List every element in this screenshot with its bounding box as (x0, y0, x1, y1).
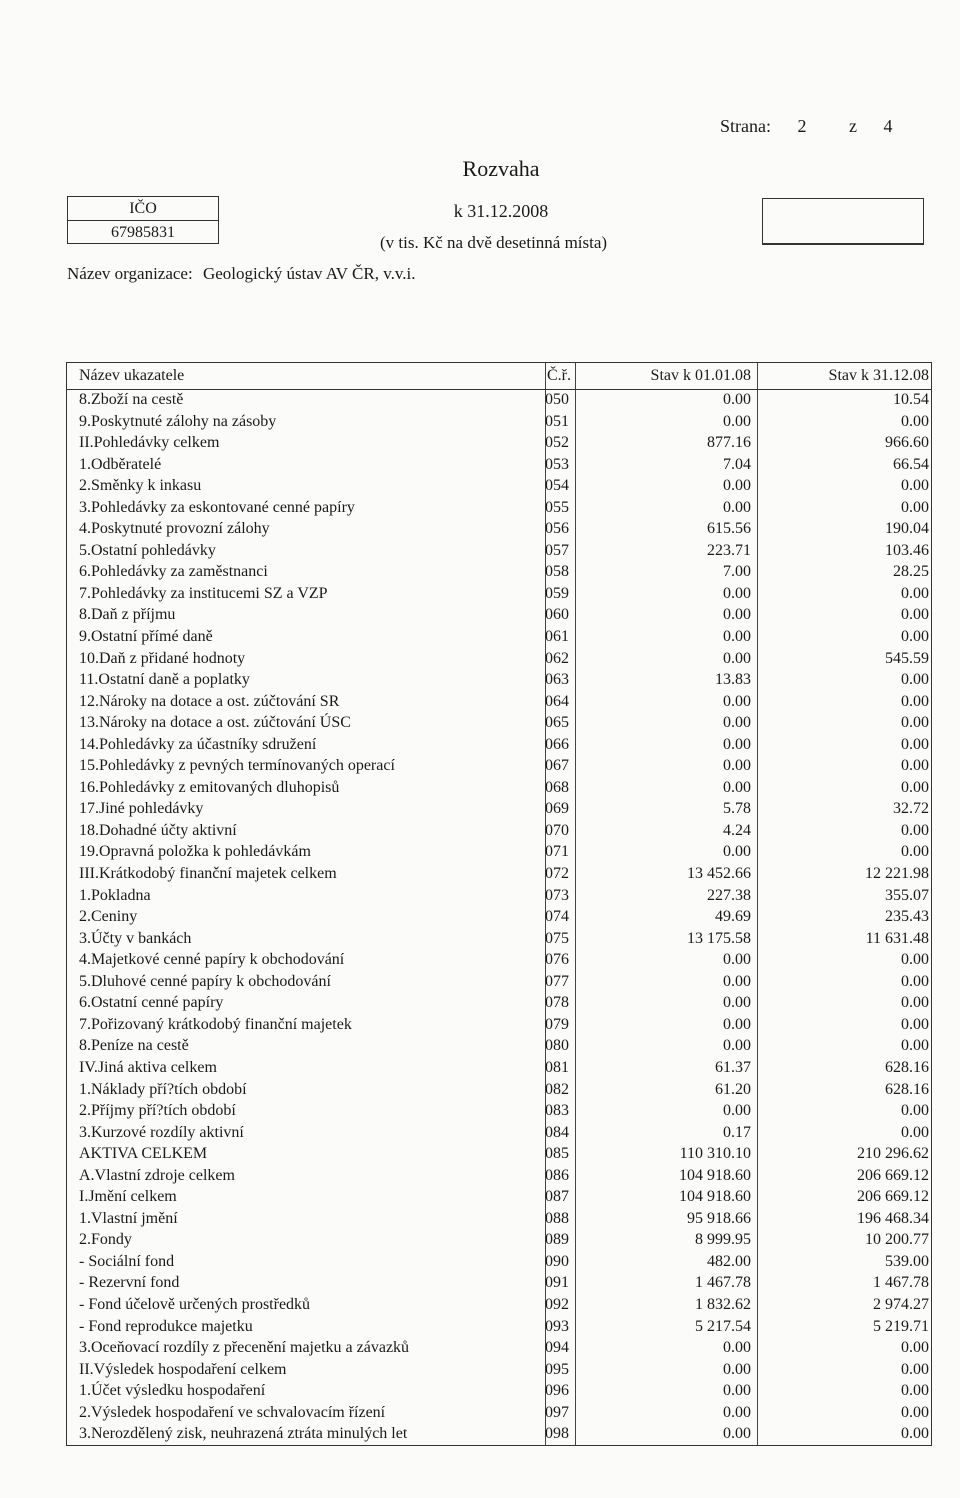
table-row (67, 1359, 931, 1381)
row-code: 083 (545, 1102, 569, 1120)
table-row (67, 454, 931, 476)
table-row (67, 1402, 931, 1424)
row-code: 056 (545, 520, 569, 538)
row-name: 2.Výsledek hospodaření ve schvalovacím řízení (79, 1403, 386, 1421)
page-label: Strana: (720, 116, 771, 136)
row-value-start: 0.00 (723, 606, 751, 624)
row-name: II.Pohledávky celkem (79, 434, 220, 452)
row-code: 091 (545, 1274, 569, 1292)
row-value-end: 0.00 (901, 1339, 929, 1357)
row-value-end: 210 296.62 (857, 1145, 929, 1163)
row-value-end: 5 219.71 (873, 1317, 929, 1335)
row-code: 072 (545, 865, 569, 883)
row-value-start: 0.00 (723, 628, 751, 646)
ico-value: 67985831 (111, 224, 175, 241)
row-value-end: 0.00 (901, 1102, 929, 1120)
row-value-end: 11 631.48 (865, 929, 929, 947)
row-name: 3.Účty v bankách (79, 929, 192, 947)
row-code: 068 (545, 778, 569, 796)
table-row (67, 777, 931, 799)
row-code: 097 (545, 1403, 569, 1421)
row-value-end: 103.46 (885, 541, 929, 559)
row-name: 10.Daň z přidané hodnoty (79, 649, 246, 667)
table-row (67, 540, 931, 562)
table-row (67, 885, 931, 907)
row-code: 078 (545, 994, 569, 1012)
row-code: 066 (545, 735, 569, 753)
row-value-end: 0.00 (901, 843, 929, 861)
row-value-start: 1 832.62 (695, 1295, 751, 1313)
org-name: Geologický ústav AV ČR, v.v.i. (202, 264, 416, 283)
row-value-start: 0.17 (723, 1123, 751, 1141)
row-name: 11.Ostatní daně a poplatky (79, 671, 250, 689)
row-value-start: 104 918.60 (679, 1188, 751, 1206)
row-value-end: 966.60 (885, 434, 929, 452)
row-name: 9.Ostatní přímé daně (79, 628, 213, 646)
row-value-end: 196 468.34 (857, 1209, 929, 1227)
row-code: 079 (545, 1015, 569, 1033)
row-value-end: 0.00 (901, 606, 929, 624)
row-name: 2.Fondy (79, 1231, 132, 1249)
ico-box (67, 196, 219, 244)
table-row (67, 497, 931, 519)
row-name: 14.Pohledávky za účastníky sdružení (79, 735, 317, 753)
row-name: II.Výsledek hospodaření celkem (79, 1360, 287, 1378)
row-value-end: 0.00 (901, 972, 929, 990)
row-value-end: 0.00 (901, 1382, 929, 1400)
table-row (67, 648, 931, 670)
row-value-end: 0.00 (901, 994, 929, 1012)
row-value-start: 104 918.60 (679, 1166, 751, 1184)
row-name: I.Jmění celkem (79, 1188, 177, 1206)
table-row (67, 755, 931, 777)
row-value-start: 4.24 (723, 821, 751, 839)
row-value-start: 0.00 (723, 735, 751, 753)
row-code: 055 (545, 498, 569, 516)
row-value-start: 227.38 (707, 886, 751, 904)
row-name: 1.Účet výsledku hospodaření (79, 1382, 266, 1400)
table-row (67, 626, 931, 648)
row-code: 062 (545, 649, 569, 667)
row-value-end: 0.00 (901, 498, 929, 516)
row-code: 064 (545, 692, 569, 710)
row-value-start: 0.00 (723, 584, 751, 602)
row-value-start: 0.00 (723, 778, 751, 796)
row-value-start: 0.00 (723, 1339, 751, 1357)
table-row (67, 691, 931, 713)
row-code: 080 (545, 1037, 569, 1055)
table-row (67, 841, 931, 863)
row-value-end: 28.25 (893, 563, 929, 581)
row-code: 074 (545, 908, 569, 926)
row-code: 087 (545, 1188, 569, 1206)
row-value-start: 615.56 (707, 520, 751, 538)
row-code: 092 (545, 1295, 569, 1313)
row-value-start: 0.00 (723, 757, 751, 775)
table-row (67, 1337, 931, 1359)
row-value-end: 0.00 (901, 1037, 929, 1055)
row-value-start: 0.00 (723, 1425, 751, 1443)
row-name: 15.Pohledávky z pevných termínovaných operací (79, 757, 395, 775)
table-row (67, 949, 931, 971)
row-value-end: 355.07 (885, 886, 929, 904)
row-value-end: 206 669.12 (857, 1188, 929, 1206)
row-name: A.Vlastní zdroje celkem (79, 1166, 235, 1184)
table-row (67, 1165, 931, 1187)
row-name: 17.Jiné pohledávky (79, 800, 204, 818)
row-code: 095 (545, 1360, 569, 1378)
row-code: 053 (545, 455, 569, 473)
row-value-end: 0.00 (901, 584, 929, 602)
row-code: 071 (545, 843, 569, 861)
page-number (720, 116, 893, 137)
row-name: 12.Nároky na dotace a ost. zúčtování SR (79, 692, 340, 710)
row-value-end: 32.72 (893, 800, 929, 818)
row-value-start: 0.00 (723, 972, 751, 990)
row-name: 1.Náklady pří?tích období (79, 1080, 247, 1098)
row-value-start: 0.00 (723, 412, 751, 430)
table-row (67, 1272, 931, 1294)
row-value-start: 0.00 (723, 1403, 751, 1421)
row-name: AKTIVA CELKEM (79, 1145, 208, 1163)
row-name: 1.Odběratelé (79, 455, 162, 473)
row-name: 8.Peníze na cestě (79, 1037, 189, 1055)
row-value-end: 0.00 (901, 1123, 929, 1141)
units-note: (v tis. Kč na dvě desetinná místa) (380, 233, 608, 252)
table-row (67, 669, 931, 691)
row-value-start: 482.00 (707, 1252, 751, 1270)
row-value-start: 110 310.10 (679, 1145, 751, 1163)
row-code: 094 (545, 1339, 569, 1357)
row-name: 6.Pohledávky za zaměstnanci (79, 563, 268, 581)
row-value-end: 628.16 (885, 1080, 929, 1098)
row-value-end: 545.59 (885, 649, 929, 667)
row-code: 084 (545, 1123, 569, 1141)
table-row (67, 1423, 931, 1445)
row-code: 082 (545, 1080, 569, 1098)
row-value-start: 877.16 (707, 434, 751, 452)
table-row (67, 1143, 931, 1165)
org-label: Název organizace: (67, 264, 193, 283)
ico-label: IČO (68, 197, 218, 221)
header-name: Název ukazatele (79, 367, 185, 384)
row-name: 4.Majetkové cenné papíry k obchodování (79, 951, 345, 969)
row-code: 059 (545, 584, 569, 602)
table-row (67, 475, 931, 497)
table-row (67, 1186, 931, 1208)
row-name: 7.Pořizovaný krátkodobý finanční majetek (79, 1015, 352, 1033)
table-row (67, 712, 931, 734)
table-row (67, 432, 931, 454)
row-name: 1.Pokladna (79, 886, 151, 904)
row-value-start: 95 918.66 (687, 1209, 751, 1227)
table-row (67, 1100, 931, 1122)
row-value-end: 0.00 (901, 477, 929, 495)
row-value-end: 0.00 (901, 412, 929, 430)
table-row (67, 1380, 931, 1402)
row-value-start: 7.04 (723, 455, 751, 473)
table-row (67, 1294, 931, 1316)
row-name: 5.Dluhové cenné papíry k obchodování (79, 972, 331, 990)
row-name: III.Krátkodobý finanční majetek celkem (79, 865, 337, 883)
row-value-start: 61.37 (715, 1058, 751, 1076)
organization-line (67, 264, 421, 284)
table-row (67, 1122, 931, 1144)
table-row (67, 1208, 931, 1230)
table-row (67, 992, 931, 1014)
row-value-start: 7.00 (723, 563, 751, 581)
balance-table (66, 362, 932, 1446)
row-value-start: 0.00 (723, 1037, 751, 1055)
header-code: Č.ř. (547, 367, 571, 384)
row-value-end: 1 467.78 (873, 1274, 929, 1292)
row-name: 2.Ceniny (79, 908, 138, 926)
row-value-start: 1 467.78 (695, 1274, 751, 1292)
row-code: 061 (545, 628, 569, 646)
row-value-end: 190.04 (885, 520, 929, 538)
row-code: 073 (545, 886, 569, 904)
table-row (67, 583, 931, 605)
table-row (67, 411, 931, 433)
row-name: 3.Oceňovací rozdíly z přecenění majetku a závazků (79, 1339, 410, 1357)
row-code: 086 (545, 1166, 569, 1184)
row-code: 085 (545, 1145, 569, 1163)
stamp-box (762, 198, 924, 245)
row-value-end: 12 221.98 (865, 865, 929, 883)
row-code: 098 (545, 1425, 569, 1443)
row-code: 051 (545, 412, 569, 430)
table-row (67, 604, 931, 626)
row-value-start: 5 217.54 (695, 1317, 751, 1335)
document-title: Rozvaha (462, 156, 540, 181)
row-value-end: 0.00 (901, 628, 929, 646)
row-name: - Rezervní fond (79, 1274, 180, 1292)
row-code: 067 (545, 757, 569, 775)
page-total: 4 (883, 116, 893, 136)
table-row (67, 1035, 931, 1057)
row-value-end: 0.00 (901, 1403, 929, 1421)
row-value-end: 235.43 (885, 908, 929, 926)
row-name: 3.Pohledávky za eskontované cenné papíry (79, 498, 355, 516)
row-name: 16.Pohledávky z emitovaných dluhopisů (79, 778, 340, 796)
table-row (67, 1229, 931, 1251)
table-row (67, 1079, 931, 1101)
row-value-start: 0.00 (723, 498, 751, 516)
row-value-start: 0.00 (723, 692, 751, 710)
table-row (67, 1014, 931, 1036)
row-name: - Sociální fond (79, 1252, 175, 1270)
row-code: 065 (545, 714, 569, 732)
row-value-end: 628.16 (885, 1058, 929, 1076)
row-value-end: 66.54 (893, 455, 929, 473)
row-code: 058 (545, 563, 569, 581)
row-value-start: 0.00 (723, 951, 751, 969)
row-value-start: 13 175.58 (687, 929, 751, 947)
row-name: 2.Směnky k inkasu (79, 477, 202, 495)
row-code: 093 (545, 1317, 569, 1335)
row-value-start: 49.69 (715, 908, 751, 926)
row-name: - Fond účelově určených prostředků (79, 1295, 311, 1313)
row-name: 8.Zboží na cestě (79, 391, 184, 408)
table-row (67, 561, 931, 583)
row-code: 096 (545, 1382, 569, 1400)
row-value-end: 0.00 (901, 951, 929, 969)
row-value-start: 5.78 (723, 800, 751, 818)
row-value-start: 0.00 (723, 714, 751, 732)
table-row (67, 1057, 931, 1079)
row-name: 2.Příjmy pří?tích období (79, 1102, 236, 1120)
row-code: 069 (545, 800, 569, 818)
row-value-end: 0.00 (901, 714, 929, 732)
row-name: 3.Kurzové rozdíly aktivní (79, 1123, 244, 1141)
row-name: 5.Ostatní pohledávky (79, 541, 216, 559)
row-value-end: 0.00 (901, 692, 929, 710)
row-value-start: 0.00 (723, 1360, 751, 1378)
row-value-end: 0.00 (901, 1425, 929, 1443)
row-value-start: 0.00 (723, 649, 751, 667)
table-row (67, 971, 931, 993)
row-value-start: 0.00 (723, 994, 751, 1012)
row-name: - Fond reprodukce majetku (79, 1317, 253, 1335)
row-value-end: 10 200.77 (865, 1231, 929, 1249)
row-value-start: 0.00 (723, 477, 751, 495)
row-value-end: 2 974.27 (873, 1295, 929, 1313)
row-code: 088 (545, 1209, 569, 1227)
row-name: 18.Dohadné účty aktivní (79, 821, 237, 839)
row-value-start: 0.00 (723, 1015, 751, 1033)
row-code: 070 (545, 821, 569, 839)
row-name: 1.Vlastní jmění (79, 1209, 178, 1227)
row-value-start: 223.71 (707, 541, 751, 559)
row-value-end: 0.00 (901, 821, 929, 839)
row-code: 075 (545, 929, 569, 947)
table-row (67, 518, 931, 540)
row-name: 8.Daň z příjmu (79, 606, 176, 624)
row-code: 077 (545, 972, 569, 990)
row-value-end: 539.00 (885, 1252, 929, 1270)
row-code: 090 (545, 1252, 569, 1270)
row-value-end: 0.00 (901, 757, 929, 775)
table-row (67, 389, 931, 411)
row-name: 3.Nerozdělený zisk, neuhrazená ztráta minulých let (79, 1425, 408, 1443)
row-value-end: 206 669.12 (857, 1166, 929, 1184)
table-row (67, 1251, 931, 1273)
row-code: 063 (545, 671, 569, 689)
row-value-start: 13.83 (715, 671, 751, 689)
row-name: 19.Opravná položka k pohledávkám (79, 843, 311, 861)
row-name: 6.Ostatní cenné papíry (79, 994, 224, 1012)
row-name: 9.Poskytnuté zálohy na zásoby (79, 412, 277, 430)
table-row (67, 928, 931, 950)
header-v1: Stav k 01.01.08 (650, 367, 751, 384)
row-code: 054 (545, 477, 569, 495)
row-value-start: 0.00 (723, 843, 751, 861)
row-value-start: 13 452.66 (687, 865, 751, 883)
row-code: 060 (545, 606, 569, 624)
table-row (67, 863, 931, 885)
row-name: 4.Poskytnuté provozní zálohy (79, 520, 270, 538)
row-value-start: 0.00 (723, 1382, 751, 1400)
row-value-end: 10.54 (893, 391, 929, 408)
row-code: 089 (545, 1231, 569, 1249)
row-value-start: 0.00 (723, 1102, 751, 1120)
row-code: 057 (545, 541, 569, 559)
row-value-end: 0.00 (901, 735, 929, 753)
row-value-start: 0.00 (723, 391, 751, 408)
row-value-end: 0.00 (901, 1360, 929, 1378)
document-date: k 31.12.2008 (453, 201, 549, 221)
row-code: 052 (545, 434, 569, 452)
table-header (67, 363, 931, 390)
table-row (67, 734, 931, 756)
row-value-end: 0.00 (901, 778, 929, 796)
row-code: 076 (545, 951, 569, 969)
row-code: 081 (545, 1058, 569, 1076)
table-row (67, 906, 931, 928)
row-value-start: 61.20 (715, 1080, 751, 1098)
row-value-end: 0.00 (901, 1015, 929, 1033)
row-code: 050 (545, 391, 569, 408)
table-row (67, 820, 931, 842)
header-v2: Stav k 31.12.08 (828, 367, 929, 384)
row-name: 7.Pohledávky za institucemi SZ a VZP (79, 584, 328, 602)
row-value-end: 0.00 (901, 671, 929, 689)
row-name: 13.Nároky na dotace a ost. zúčtování ÚSC (79, 714, 351, 732)
row-value-start: 8 999.95 (695, 1231, 751, 1249)
table-body (67, 389, 931, 1445)
table-row (67, 1316, 931, 1338)
table-row (67, 798, 931, 820)
page-of-label: z (849, 116, 857, 136)
page-current: 2 (797, 116, 807, 136)
row-name: IV.Jiná aktiva celkem (79, 1058, 217, 1076)
